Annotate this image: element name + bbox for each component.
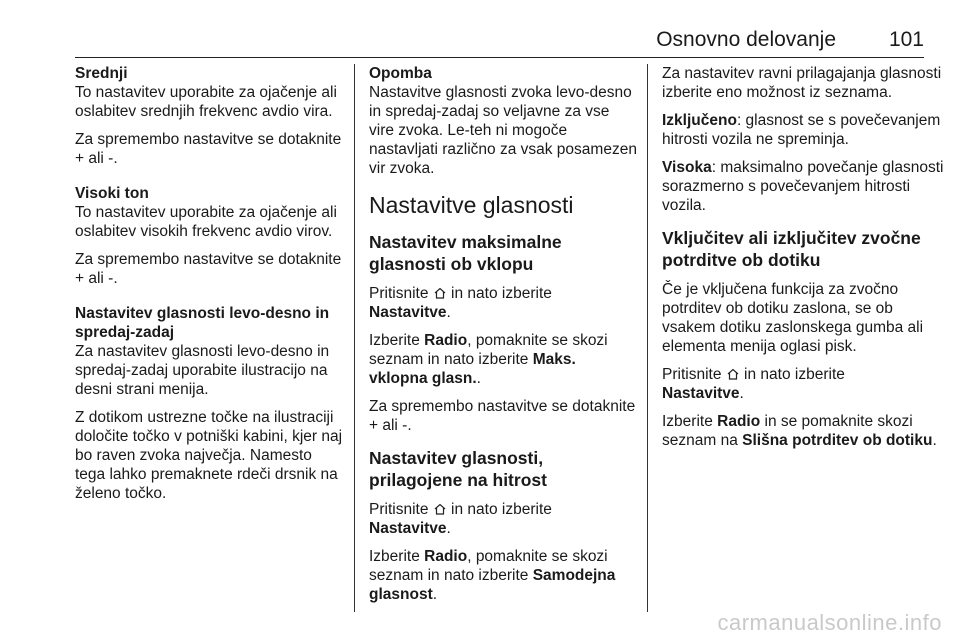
page-header bbox=[75, 28, 924, 56]
column-3 bbox=[662, 64, 947, 450]
section-title-visoki-ton: Visoki ton bbox=[75, 185, 149, 202]
paragraph: To nastavitev uporabite za ojačenje ali oslabitev visokih frekvenc avdio virov. bbox=[75, 204, 337, 240]
paragraph: Za spremembo nastavitve se dotaknite + ali -. bbox=[75, 131, 342, 167]
heading-nastavitve-glasnosti: Nastavitve glasnosti bbox=[369, 192, 574, 218]
paragraph: Izberite Radio, pomaknite se skozi seznam in nato izberite Maks. vklopna glasn.. bbox=[369, 332, 608, 387]
heading-touch-beep: Vključitev ali izključitev zvočne potrditve ob dotiku bbox=[662, 228, 921, 270]
section-title-balance: Nastavitev glasnosti levo-desno in spredaj-zadaj bbox=[75, 305, 330, 341]
paragraph: Za spremembo nastavitve se dotaknite + ali -. bbox=[75, 251, 342, 287]
column-divider-2 bbox=[647, 64, 648, 612]
paragraph: Za nastavitev glasnosti levo-desno in spredaj-zadaj uporabite ilustracijo na desni strani menija. bbox=[75, 343, 330, 398]
page-number: 101 bbox=[888, 28, 924, 51]
chapter-title: Osnovno delovanje bbox=[656, 28, 836, 51]
home-icon bbox=[433, 286, 447, 300]
heading-speed-volume: Nastavitev glasnosti, prilagojene na hitrost bbox=[369, 448, 547, 490]
paragraph: To nastavitev uporabite za ojačenje ali oslabitev srednjih frekvenc avdio vira. bbox=[75, 84, 337, 120]
heading-max-volume: Nastavitev maksimalne glasnosti ob vklopu bbox=[369, 232, 562, 274]
column-1 bbox=[75, 64, 345, 503]
column-2 bbox=[369, 64, 637, 604]
paragraph: Če je vključena funkcija za zvočno potrditev ob dotiku zaslona, se ob vsakem dotiku zaslonskega gumba ali elementa menija oglasi pisk. bbox=[662, 281, 924, 355]
home-icon bbox=[726, 367, 740, 381]
header-rule bbox=[75, 57, 924, 58]
note-text: Nastavitve glasnosti zvoka levo-desno in spredaj-zadaj so veljavne za vse vire zvoka. Le-teh ni mogoče nastavljati različno za vsak posamezen vir zvoka. bbox=[369, 84, 637, 177]
paragraph: Z dotikom ustrezne točke na ilustraciji določite točko v potniški kabini, kjer naj bo raven zvoka največja. Namesto tega lahko premaknete rdeči drsnik na želeno točko. bbox=[75, 409, 343, 502]
paragraph: Izključeno: glasnost se s povečevanjem hitrosti vozila ne spreminja. bbox=[662, 112, 941, 148]
paragraph: Za nastavitev ravni prilagajanja glasnosti izberite eno možnost iz seznama. bbox=[662, 65, 942, 101]
paragraph: Pritisnite in nato izberite Nastavitve. bbox=[662, 366, 845, 402]
paragraph: Pritisnite in nato izberite Nastavitve. bbox=[369, 285, 552, 321]
paragraph: Pritisnite in nato izberite Nastavitve. bbox=[369, 501, 552, 537]
paragraph: Izberite Radio in se pomaknite skozi seznam na Slišna potrditev ob dotiku. bbox=[662, 413, 937, 449]
paragraph: Izberite Radio, pomaknite se skozi seznam in nato izberite Samodejna glasnost. bbox=[369, 548, 616, 603]
watermark: carmanualsonline.info bbox=[717, 610, 942, 635]
section-title-srednji: Srednji bbox=[75, 65, 128, 82]
paragraph: Visoka: maksimalno povečanje glasnosti sorazmerno s povečevanjem hitrosti vozila. bbox=[662, 159, 944, 214]
note-title: Opomba bbox=[369, 65, 432, 82]
paragraph: Za spremembo nastavitve se dotaknite + ali -. bbox=[369, 398, 636, 434]
home-icon bbox=[433, 502, 447, 516]
column-divider-1 bbox=[354, 64, 355, 612]
